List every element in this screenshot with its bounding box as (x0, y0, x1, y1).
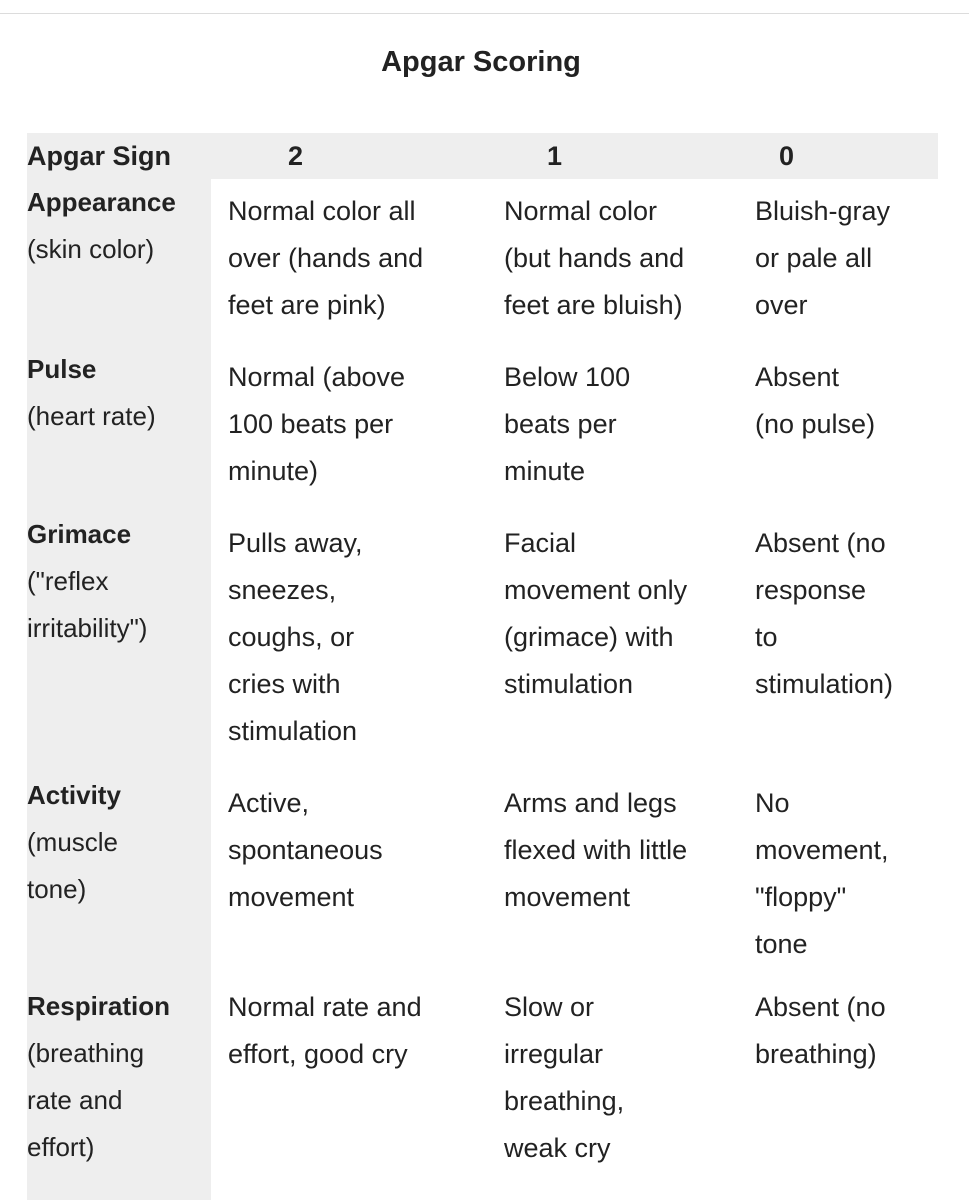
table-row-activity (27, 772, 938, 983)
apgar-table (27, 133, 938, 1200)
score-0-cell: No movement, "floppy" tone (755, 788, 889, 959)
sign-name: Activity (27, 780, 121, 810)
sign-description: (breathing rate and effort) (27, 1038, 145, 1162)
score-0-cell: Absent (no pulse) (755, 362, 876, 439)
header-apgar-sign: Apgar Sign (27, 141, 172, 171)
score-1-cell: Arms and legs flexed with little movement (504, 788, 688, 912)
header-score-2: 2 (288, 141, 304, 171)
score-1-cell: Facial movement only (grimace) with stimulation (504, 528, 688, 699)
table-row-pulse (27, 346, 938, 511)
header-score-0: 0 (779, 141, 795, 171)
sign-description: ("reflex irritability") (27, 566, 148, 643)
score-1-cell: Below 100 beats per minute (504, 362, 631, 486)
table-body (27, 179, 938, 1200)
sign-name: Grimace (27, 519, 132, 549)
top-divider (0, 13, 969, 14)
sign-name: Pulse (27, 354, 97, 384)
sign-description: (heart rate) (27, 401, 156, 431)
sign-cell (27, 511, 211, 772)
sign-description: (muscle tone) (27, 827, 119, 904)
score-2-cell: Active, spontaneous movement (228, 788, 383, 912)
sign-name: Respiration (27, 991, 171, 1021)
score-0-cell: Bluish-gray or pale all over (755, 196, 891, 320)
page-title: Apgar Scoring (381, 46, 581, 78)
score-2-cell: Normal color all over (hands and feet are pink) (228, 196, 424, 320)
sign-cell (27, 346, 211, 511)
sign-description: (skin color) (27, 234, 155, 264)
score-0-cell: Absent (no breathing) (755, 992, 886, 1069)
score-1-cell: Slow or irregular breathing, weak cry (504, 992, 625, 1163)
table-row-respiration (27, 983, 938, 1200)
table-header-row (27, 133, 938, 179)
table-row-appearance (27, 179, 938, 346)
sign-cell (27, 179, 211, 346)
score-2-cell: Normal rate and effort, good cry (228, 992, 422, 1069)
table-row-grimace (27, 511, 938, 772)
header-score-1: 1 (547, 141, 563, 171)
score-1-cell: Normal color (but hands and feet are bluish) (504, 196, 685, 320)
sign-cell (27, 983, 211, 1200)
score-2-cell: Normal (above 100 beats per minute) (228, 362, 406, 486)
sign-name: Appearance (27, 187, 176, 217)
sign-cell (27, 772, 211, 983)
score-0-cell: Absent (no response to stimulation) (755, 528, 894, 699)
score-2-cell: Pulls away, sneezes, coughs, or cries with stimulation (228, 528, 363, 746)
